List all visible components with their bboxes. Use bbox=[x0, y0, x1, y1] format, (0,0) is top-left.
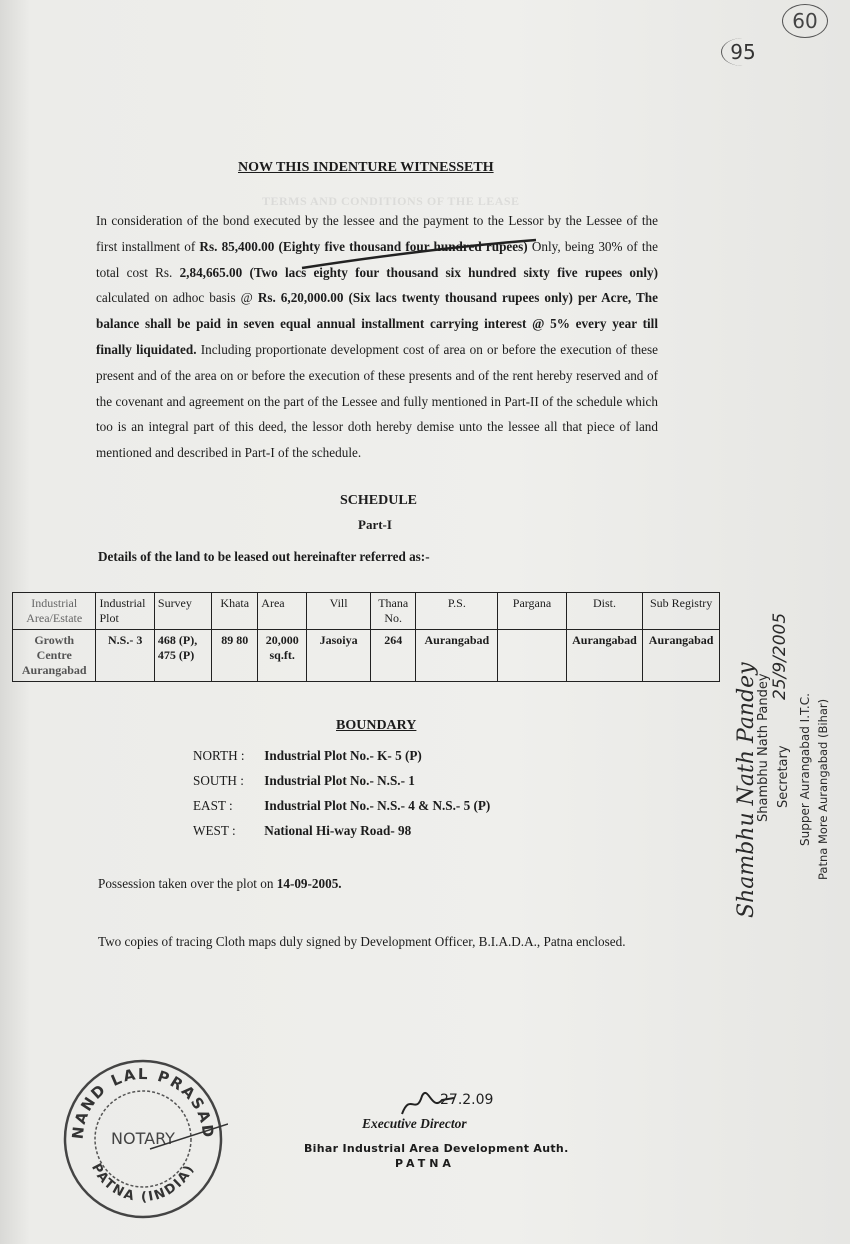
side-signature: Shambhu Nath Pandey bbox=[734, 662, 759, 918]
table-row bbox=[13, 630, 720, 682]
table-header-cell: Industrial Plot bbox=[96, 593, 154, 630]
para-text-2: Only, being 30% of the total cost Rs. bbox=[96, 238, 658, 280]
side-stamp-line4: Patna More Aurangabad (Bihar) bbox=[816, 698, 830, 880]
table-cell: N.S.- 3 bbox=[96, 630, 154, 682]
table-cell: 89 80 bbox=[212, 630, 258, 682]
boundary-value: Industrial Plot No.- N.S.- 1 bbox=[264, 773, 415, 788]
table-header-cell: Industrial Area/Estate bbox=[13, 593, 96, 630]
side-stamp-role: Secretary bbox=[776, 745, 791, 808]
table-header-cell: Dist. bbox=[566, 593, 643, 630]
schedule-details: Details of the land to be leased out hereinafter referred as:- bbox=[98, 549, 430, 564]
installment-amount: Rs. 85,400.00 (Eighty five thousand four hundred rupees) bbox=[199, 238, 528, 254]
seal-bottom-text: PATNA (INDIA) bbox=[88, 1161, 198, 1206]
possession-note bbox=[98, 876, 342, 892]
copies-note: Two copies of tracing Cloth maps duly signed by Development Officer, B.I.A.D.A., Patna enclosed. bbox=[98, 934, 626, 949]
side-stamp-line3: Supper Aurangabad I.T.C. bbox=[798, 693, 812, 846]
boundary-direction: WEST : bbox=[193, 823, 236, 838]
para-text-4: Including proportionate development cost of area on or before the execution of these present and of the area on or before the execution of these presents and of the rent hereby reserved and of the covenant and agreement on the part of the Lessee and fully mentioned in Part-II of the schedule which too is an integral part of this deed, the lessor doth hereby demise unto the lessee all that piece of land mentioned and described in Part-I of the schedule. bbox=[96, 341, 658, 461]
page-title: NOW THIS INDENTURE WITNESSETH bbox=[238, 160, 494, 175]
boundary-south bbox=[193, 773, 415, 789]
signatory-city: PATNA bbox=[395, 1157, 455, 1170]
notary-seal bbox=[58, 1054, 228, 1224]
seal-top-text: NAND LAL PRASAD bbox=[68, 1064, 218, 1141]
signatory-organization: Bihar Industrial Area Development Auth. bbox=[304, 1142, 569, 1155]
boundary-east bbox=[193, 798, 490, 814]
svg-text:PATNA (INDIA) bbox=[88, 1161, 198, 1205]
table-header-row bbox=[13, 593, 720, 630]
table-header-cell: Sub Registry bbox=[643, 593, 720, 630]
boundary-north bbox=[193, 748, 422, 764]
signature-date: 27.2.09 bbox=[440, 1092, 494, 1108]
table-cell: 468 (P), 475 (P) bbox=[154, 630, 211, 682]
table-header-cell: Vill bbox=[307, 593, 371, 630]
table-header-cell: Survey bbox=[154, 593, 211, 630]
table-header-cell: Area bbox=[258, 593, 307, 630]
page-number-circled: 60 bbox=[782, 4, 828, 38]
boundary-value: Industrial Plot No.- K- 5 (P) bbox=[264, 748, 422, 763]
para-text-3: calculated on adhoc basis @ bbox=[96, 290, 258, 306]
signatory-title: Executive Director bbox=[362, 1116, 467, 1131]
boundary-direction: EAST : bbox=[193, 798, 233, 813]
seal-middle-text: NOTARY bbox=[111, 1129, 175, 1148]
boundary-value: Industrial Plot No.- N.S.- 4 & N.S.- 5 (P) bbox=[264, 798, 491, 813]
table-header-cell: Pargana bbox=[498, 593, 566, 630]
table-header-cell: Khata bbox=[212, 593, 258, 630]
possession-date: 14-09-2005. bbox=[276, 876, 342, 891]
table-cell: 264 bbox=[371, 630, 416, 682]
boundary-value: National Hi-way Road- 98 bbox=[264, 823, 412, 838]
table-header-cell: P.S. bbox=[416, 593, 498, 630]
table-cell: Jasoiya bbox=[307, 630, 371, 682]
table-cell: Aurangabad bbox=[566, 630, 643, 682]
table-cell: Aurangabad bbox=[643, 630, 720, 682]
table-cell bbox=[498, 630, 566, 682]
side-stamp-date: 25/9/2005 bbox=[770, 612, 790, 700]
total-cost: 2,84,665.00 (Two lacs eighty four thousand six hundred sixty five rupees only) bbox=[179, 264, 658, 280]
table-cell: Growth Centre Aurangabad bbox=[13, 630, 96, 682]
pen-strike-mark bbox=[300, 236, 540, 276]
boundary-title: BOUNDARY bbox=[336, 718, 417, 733]
schedule-part: Part-I bbox=[358, 517, 392, 532]
table-header-cell: Thana No. bbox=[371, 593, 416, 630]
possession-text: Possession taken over the plot on bbox=[98, 876, 277, 891]
para-text-1: In consideration of the bond executed by the lessee and the payment to the Lessor by the Lessee of the first installment of bbox=[96, 213, 658, 254]
land-details-table bbox=[12, 592, 720, 682]
page-number-secondary: 95 bbox=[721, 38, 764, 66]
boundary-direction: NORTH : bbox=[193, 748, 245, 763]
table-cell: 20,000 sq.ft. bbox=[258, 630, 307, 682]
side-stamp-name: Shambhu Nath Pandey bbox=[756, 673, 771, 822]
rate-per-acre: Rs. 6,20,000.00 (Six lacs twenty thousand rupees only) per Acre, The balance shall be paid in seven equal annual installment carrying interest @ 5% every year till finally liquidated. bbox=[96, 290, 658, 357]
schedule-title: SCHEDULE bbox=[340, 493, 418, 508]
boundary-west bbox=[193, 823, 411, 839]
bleed-through-text: TERMS AND CONDITIONS OF THE LEASE bbox=[262, 194, 520, 208]
table-cell: Aurangabad bbox=[416, 630, 498, 682]
boundary-direction: SOUTH : bbox=[193, 773, 244, 788]
